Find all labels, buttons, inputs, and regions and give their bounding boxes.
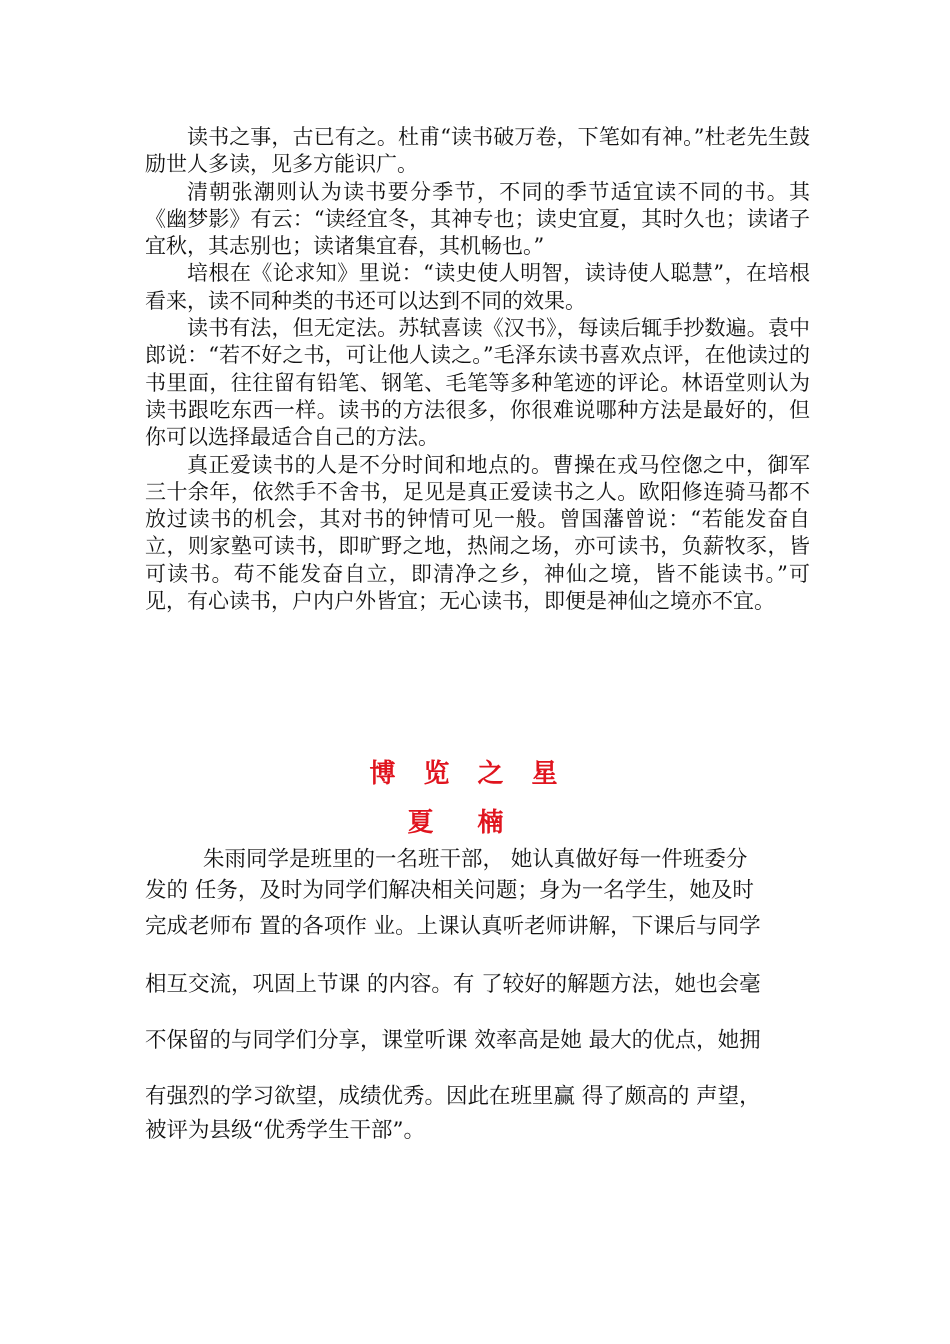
essay-paragraph: 读书有法，但无定法。苏轼喜读《汉书》，每读后辄手抄数遍。袁中郎说：“若不好之书，可让他人读之。”毛泽东读书喜欢点评，在他读过的书里面，往往留有铅笔、钢笔、毛笔等多种笔迹的评论。林语堂则认为读书跟吃东西一样。读书的方法很多，你很难说哪种方法是最好的，但你可以选择最适合自己的方法。 [145,316,810,450]
profile-line: 不保留的与同学们分享，课堂听课 效率高是她 最大的优点，她拥 [145,1028,761,1053]
essay-paragraph: 培根在《论求知》里说：“读史使人明智，读诗使人聪慧”，在培根看来，读不同种类的书还可以达到不同的效果。 [145,261,810,313]
section-title: 博览之星 [369,759,586,789]
essay-paragraph: 清朝张潮则认为读书要分季节，不同的季节适宜读不同的书。其《幽梦影》有云：“读经宜冬，其神专也；读史宜夏，其时久也；读诸子宜秋，其志别也；读诸集宜春，其机畅也。” [145,179,810,259]
essay-paragraph: 真正爱读书的人是不分时间和地点的。曹操在戎马倥偬之中，御军三十余年，依然手不舍书，足见是真正爱读书之人。欧阳修连骑马都不放过读书的机会，其对书的钟情可见一般。曾国藩曾说：“若能发奋自立，则家塾可读书，即旷野之地，热闹之场，亦可读书，负薪牧豕，皆可读书。苟不能发奋自立，即清净之乡，神仙之境，皆不能读书。”可见，有心读书，户内户外皆宜；无心读书，即便是神仙之境亦不宜。 [145,452,810,614]
profile-line: 朱雨同学是班里的一名班干部， 她认真做好每一件班委分 [203,847,748,872]
essay-paragraph: 读书之事，古已有之。杜甫“读书破万卷，下笔如有神。”杜老先生鼓励世人多读，见多方能识广。 [145,125,810,177]
profile-line: 完成老师布 置的各项作 业。上课认真听老师讲解，下课后与同学 [145,914,761,939]
reading-essay [145,124,810,615]
profile-line: 发的 任务，及时为同学们解决相关问题；身为一名学生，她及时 [145,878,754,903]
profile-line: 被评为县级“优秀学生干部”。 [145,1118,425,1143]
author-name: 夏楠 [407,808,548,838]
profile-line: 有强烈的学习欲望，成绩优秀。因此在班里赢 得了颇高的 声望， [145,1084,761,1109]
profile-line: 相互交流，巩固上节课 的内容。有 了较好的解题方法，她也会毫 [145,972,761,997]
student-profile [145,844,810,1146]
